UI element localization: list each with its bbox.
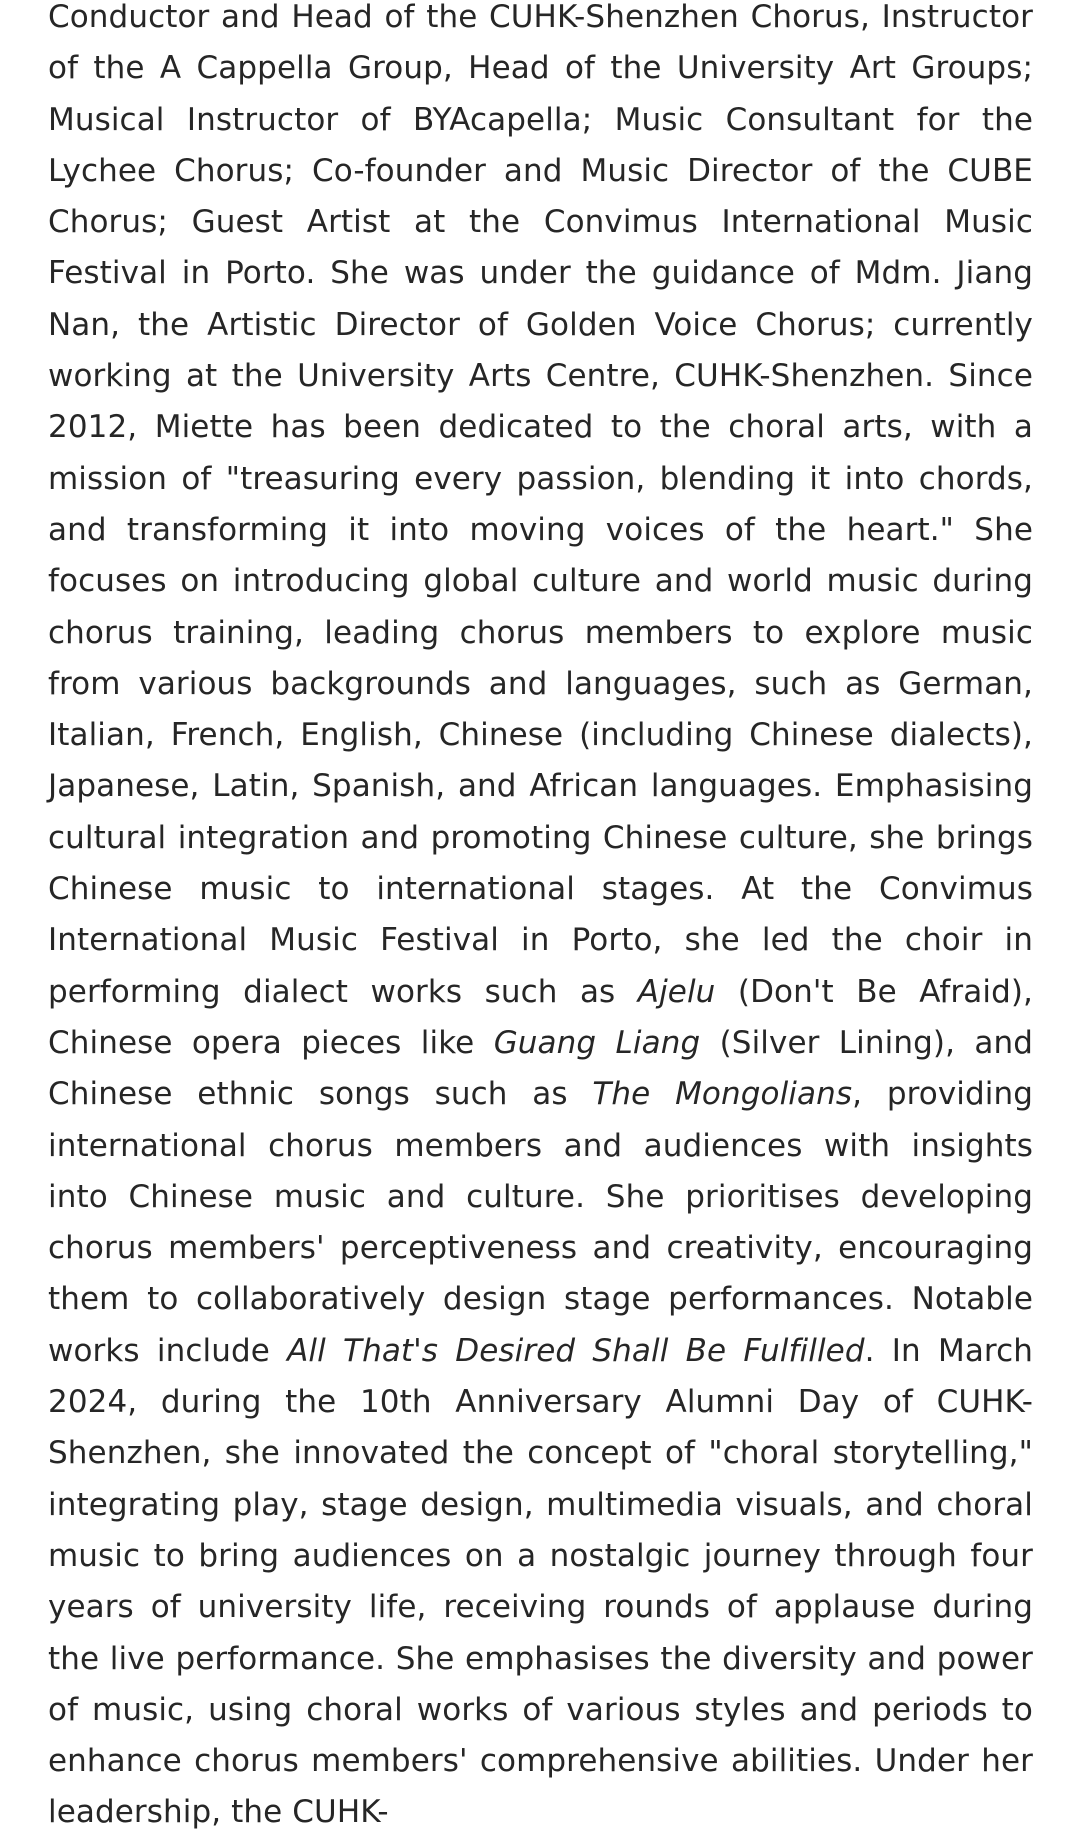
bio-paragraph bbox=[48, 0, 1033, 1839]
text-segment: , providing international chorus members and audiences with insights into Chinese music and culture. She prioritises developing chorus members' perceptiveness and creativity, encouraging them to collaboratively design stage performances. Notable works include bbox=[48, 1076, 1034, 1369]
text-segment: Conductor and Head of the CUHK-Shenzhen Chorus, Instructor of the A Cappella Group, Head of the University Art Groups; Musical Instructor of BYAcapella; Music Consultant for the Lychee Chorus; Co-founder and Music Director of the CUBE Chorus; Guest Artist at the Convimus International Music Festival in Porto. She was under the guidance of Mdm. Jiang Nan, the Artistic Director of Golden Voice Chorus; currently working at the University Arts Centre, CUHK-Shenzhen. Since 2012, Miette has been dedicated to the choral arts, with a mission of "treasuring every passion, blending it into chords, and transforming it into moving voices of the heart." She focuses on introducing global culture and world music during chorus training, leading chorus members to explore music from various backgrounds and languages, such as German, Italian, French, English, Chinese (including Chinese dialects), Japanese, Latin, Spanish, and African languages. Emphasising cultural integration and promoting Chinese culture, she brings Chinese music to international stages. At the Convimus International Music Festival in Porto, she led the choir in performing dialect works such as bbox=[48, 0, 1033, 1010]
work-title: Guang Liang bbox=[493, 1024, 701, 1061]
work-title: All That's Desired Shall Be Fulfilled bbox=[287, 1332, 865, 1369]
text-segment: . In March 2024, during the 10th Anniversary Alumni Day of CUHK-Shenzhen, she innovated the concept of "choral storytelling," integrating play, stage design, multimedia visuals, and choral music to bring audiences on a nostalgic journey through four years of university life, receiving rounds of applause during the live performance. She emphasises the diversity and power of music, using choral works of various styles and periods to enhance chorus members' comprehensive abilities. Under her leadership, the CUHK- bbox=[48, 1332, 1033, 1831]
text-segment: (Don't Be Afraid), Chinese opera pieces like bbox=[48, 973, 1033, 1061]
work-title: Ajelu bbox=[637, 973, 716, 1010]
text-segment: (Silver Lining), and Chinese ethnic songs such as bbox=[48, 1024, 1034, 1113]
work-title: The Mongolians bbox=[592, 1076, 853, 1113]
article-body bbox=[48, 0, 1033, 1839]
